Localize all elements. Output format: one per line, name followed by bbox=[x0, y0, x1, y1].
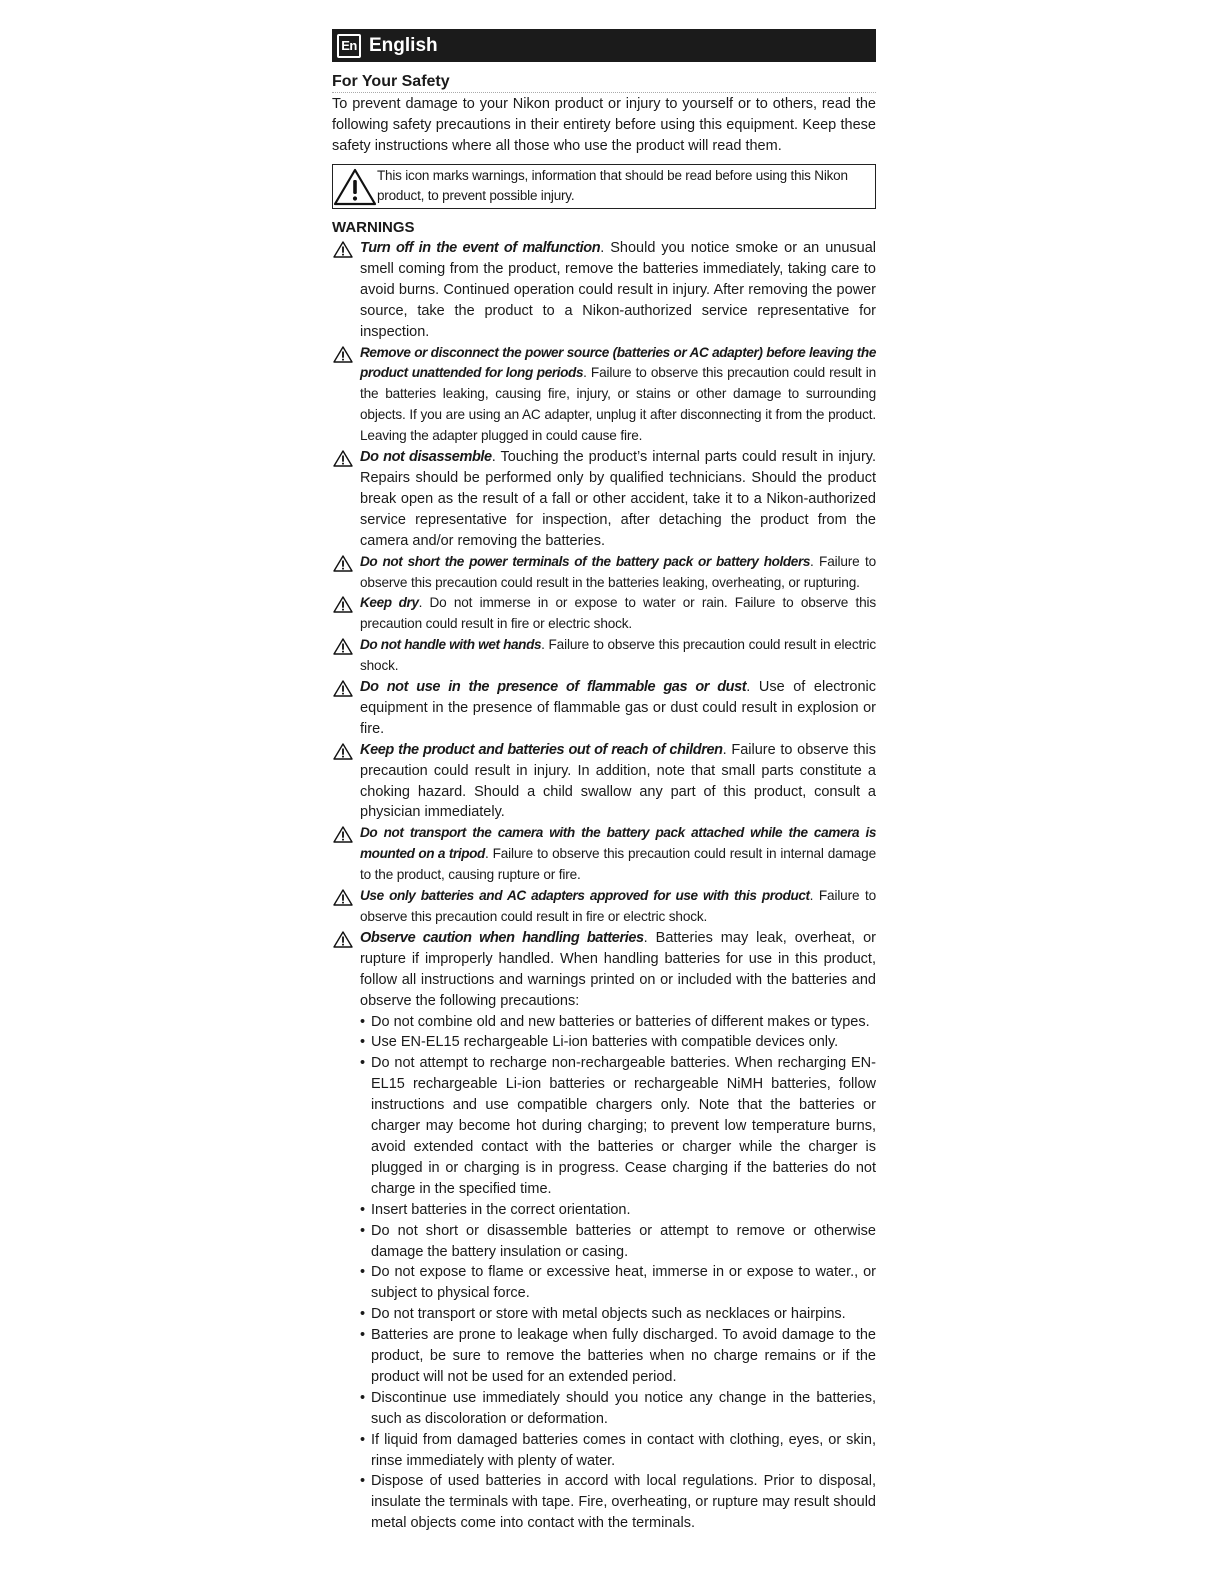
warning-text: . Use of electronic equipment in the presence of flammable gas or dust could result in explosion or fire. bbox=[360, 679, 876, 737]
warning-item bbox=[332, 886, 876, 928]
warning-text: . Failure to observe this precaution could result in fire or electric shock. bbox=[360, 888, 877, 924]
warning-text: . Failure to observe this precaution could result in the batteries leaking, overheating, or rupturing. bbox=[360, 553, 877, 590]
warning-title: Keep dry bbox=[360, 595, 419, 611]
warning-title: Do not use in the presence of flammable gas or dust bbox=[360, 679, 747, 696]
language-header bbox=[332, 29, 876, 62]
warning-icon bbox=[333, 889, 353, 906]
warning-item bbox=[332, 677, 876, 740]
warning-text: . Failure to observe this precaution could result in the batteries leaking, causing fire, injury, or stains or other damage to surrounding objects. If you are using an AC adapter, unplug it after disconnecting it from the product. Leaving the adapter plugged in could cause fire. bbox=[360, 365, 876, 444]
warning-title: Turn off in the event of malfunction bbox=[360, 240, 601, 256]
warning-item bbox=[332, 928, 876, 1534]
warning-text: . Failure to observe this precaution could result in electric shock. bbox=[360, 637, 876, 674]
warning-title: Do not short the power terminals of the battery pack or battery holders bbox=[360, 553, 811, 569]
language-badge: En bbox=[337, 34, 361, 58]
warning-text: . Should you notice smoke or an unusual smell coming from the product, remove the batteries immediately, taking care to avoid burns. Continued operation could result in injury. After removing the power source, take the product to a Nikon-authorized service representative for inspection. bbox=[360, 240, 876, 340]
warning-icon bbox=[333, 555, 353, 572]
warning-item bbox=[332, 343, 876, 448]
list-item: • Discontinue use immediately should you notice any change in the batteries, such as discoloration or deformation. bbox=[360, 1388, 876, 1430]
language-title: English bbox=[369, 34, 438, 56]
warning-icon bbox=[333, 680, 353, 697]
list-item: • Do not expose to flame or excessive heat, immerse in or expose to water., or subject to physical force. bbox=[360, 1262, 876, 1304]
warning-icon bbox=[333, 241, 353, 258]
warning-text: . Failure to observe this precaution could result in injury. In addition, note that small parts constitute a choking hazard. Should a child swallow any part of this product, consult a physician immediately. bbox=[360, 741, 876, 821]
warning-text: . Failure to observe this precaution could result in internal damage to the product, causing rupture or fire. bbox=[360, 846, 876, 883]
warning-text: . Touching the product’s internal parts could result in injury. Repairs should be performed only by qualified technicians. Should the product break open as the result of a fall or other accident, take it to a Nikon-authorized service representative for inspection, after detaching the product from the camera and/or removing the batteries. bbox=[360, 449, 876, 549]
list-item: • Dispose of used batteries in accord with local regulations. Prior to disposal, insulate the terminals with tape. Fire, overheating, or rupture may result should metal objects come into contact with the terminals. bbox=[360, 1471, 876, 1534]
warning-icon bbox=[333, 931, 353, 948]
list-item: • If liquid from damaged batteries comes in contact with clothing, eyes, or skin, rinse immediately with plenty of water. bbox=[360, 1430, 876, 1472]
warning-item bbox=[332, 447, 876, 552]
warning-title: Do not transport the camera with the battery pack attached while the camera is mounted on a tripod bbox=[360, 825, 876, 862]
warning-title: Do not handle with wet hands bbox=[360, 637, 542, 653]
warning-title: Do not disassemble bbox=[360, 449, 492, 466]
warning-icon bbox=[333, 346, 353, 363]
warning-text: . Do not immerse in or expose to water or rain. Failure to observe this precaution could result in fire or electric shock. bbox=[360, 595, 876, 632]
battery-precautions-list bbox=[360, 1012, 876, 1535]
list-item: • Use EN-EL15 rechargeable Li-ion batteries with compatible devices only. bbox=[360, 1032, 876, 1053]
warning-title: Keep the product and batteries out of reach of children bbox=[360, 741, 723, 758]
warning-icon bbox=[333, 826, 353, 843]
warning-item bbox=[332, 823, 876, 886]
warnings-heading: WARNINGS bbox=[332, 219, 415, 236]
warning-title: Use only batteries and AC adapters approved for use with this product bbox=[360, 888, 810, 904]
list-item: • Insert batteries in the correct orientation. bbox=[360, 1200, 876, 1221]
intro-paragraph: To prevent damage to your Nikon product or injury to yourself or to others, read the following safety precautions in their entirety before using this equipment. Keep these safety instructions where all those who use the product will read them. bbox=[332, 96, 876, 154]
warning-item bbox=[332, 552, 876, 594]
warning-item bbox=[332, 238, 876, 343]
warning-triangle-icon bbox=[333, 165, 377, 208]
warning-notice-box bbox=[332, 164, 876, 209]
warning-icon bbox=[333, 638, 353, 655]
warning-title: Observe caution when handling batteries bbox=[360, 929, 644, 946]
warning-item bbox=[332, 593, 876, 635]
warning-icon bbox=[333, 743, 353, 760]
warning-icon bbox=[333, 596, 353, 613]
warning-text: . Batteries may leak, overheat, or rupture if improperly handled. When handling batteries for use in this product, follow all instructions and warnings printed on or included with the batteries and observe the following precautions: bbox=[360, 929, 877, 1009]
safety-page bbox=[332, 29, 876, 1534]
warnings-list bbox=[332, 238, 876, 1534]
list-item: • Do not short or disassemble batteries or attempt to remove or otherwise damage the battery insulation or casing. bbox=[360, 1221, 876, 1263]
warning-icon bbox=[333, 450, 353, 467]
warning-title: Remove or disconnect the power source (batteries or AC adapter) before leaving the product unattended for long periods bbox=[360, 344, 876, 381]
warning-item bbox=[332, 635, 876, 677]
list-item: • Do not transport or store with metal objects such as necklaces or hairpins. bbox=[360, 1304, 876, 1325]
notice-text: This icon marks warnings, information that should be read before using this Nikon product, to prevent possible injury. bbox=[377, 168, 848, 203]
warning-item bbox=[332, 740, 876, 824]
list-item: • Do not combine old and new batteries or batteries of different makes or types. bbox=[360, 1012, 876, 1033]
list-item: • Batteries are prone to leakage when fully discharged. To avoid damage to the product, be sure to remove the batteries when no charge remains or if the product will not be used for an extended period. bbox=[360, 1325, 876, 1388]
list-item: • Do not attempt to recharge non-rechargeable batteries. When recharging EN-EL15 rechargeable Li-ion batteries or rechargeable NiMH batteries, follow instructions and use compatible chargers only. Note that the batteries or charger may become hot during charging; to prevent low temperature burns, avoid extended contact with the batteries or charger while the charger is plugged in or charging is in progress. Cease charging if the batteries do not charge in the specified time. bbox=[360, 1053, 876, 1199]
section-title: For Your Safety bbox=[332, 72, 876, 93]
